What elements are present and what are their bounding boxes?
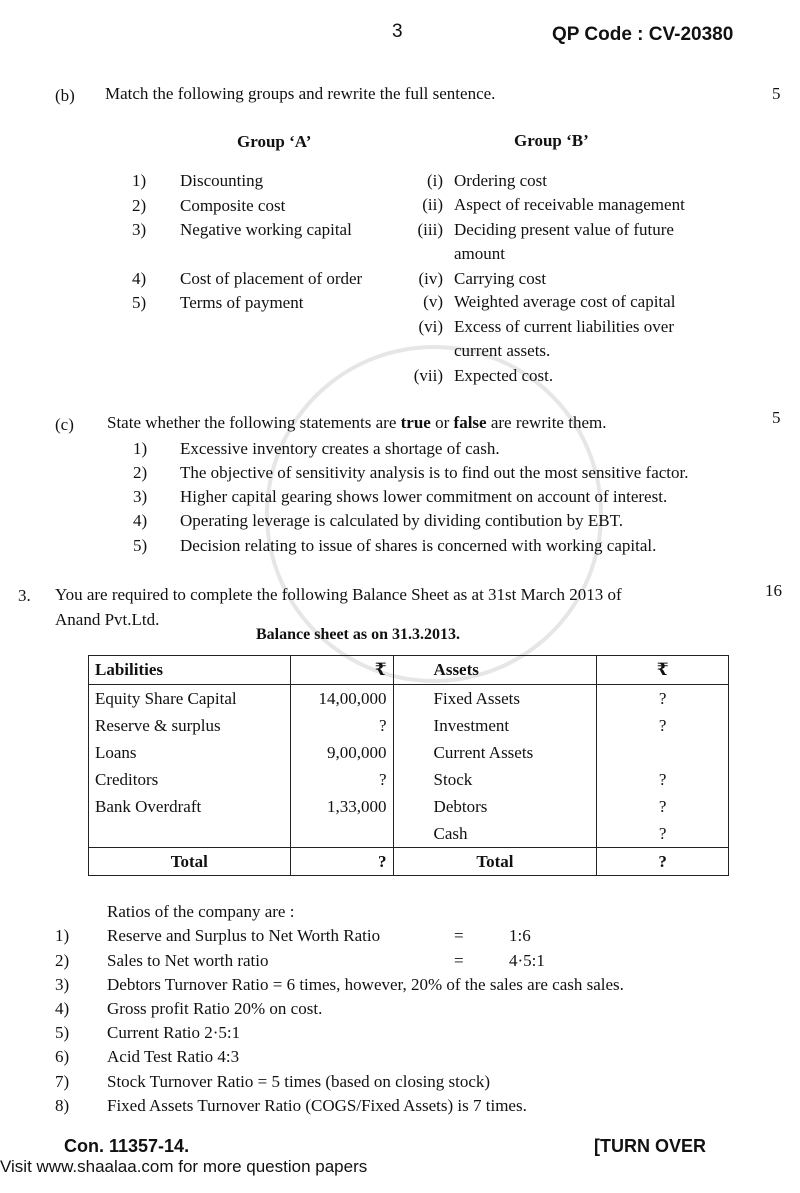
ratio-text: Stock Turnover Ratio = 5 times (based on closing stock)	[107, 1072, 491, 1091]
ratio-num: 8)	[55, 1096, 70, 1115]
group-b-heading: Group ‘B’	[514, 131, 589, 150]
balance-sheet-title: Balance sheet as on 31.3.2013.	[256, 626, 460, 643]
liability-amount: 1,33,000	[290, 793, 393, 820]
liability-amount: ?	[290, 712, 393, 739]
statement: Decision relating to issue of shares is concerned with working capital.	[180, 536, 657, 555]
group-b-item-cont: current assets.	[454, 341, 551, 360]
liability-amount: 9,00,000	[290, 739, 393, 766]
liability-name	[89, 820, 291, 848]
table-row	[89, 739, 729, 766]
header-liabilities: Labilities	[89, 656, 291, 685]
header-rupee: ₹	[290, 656, 393, 685]
group-b-num: (v)	[423, 292, 443, 311]
question-3-label: 3.	[18, 586, 31, 605]
turn-over: [TURN OVER	[594, 1136, 706, 1156]
asset-amount: ?	[597, 820, 729, 848]
part-c-instruction	[107, 413, 606, 433]
or-word: or	[430, 413, 454, 432]
statement: Higher capital gearing shows lower commitment on account of interest.	[180, 487, 668, 506]
visit-link[interactable]: Visit www.shaalaa.com for more question papers	[0, 1157, 368, 1176]
table-row	[89, 685, 729, 713]
group-b-item: Ordering cost	[454, 171, 548, 190]
table-row	[89, 820, 729, 848]
statement-num: 2)	[133, 463, 148, 482]
asset-amount: ?	[597, 793, 729, 820]
group-b-item: Aspect of receivable management	[454, 195, 685, 214]
question-3-marks: 16	[765, 581, 782, 600]
ratio-value: 4·5:1	[509, 951, 545, 970]
group-b-num: (vi)	[418, 317, 443, 336]
ratio-equals: =	[454, 926, 464, 945]
liability-name: Bank Overdraft	[89, 793, 291, 820]
ratio-text: Debtors Turnover Ratio = 6 times, however, 20% of the sales are cash sales.	[107, 975, 624, 994]
statement: Excessive inventory creates a shortage of cash.	[180, 439, 500, 458]
group-a-item: Negative working capital	[180, 220, 352, 239]
liability-amount	[290, 820, 393, 848]
group-a-item: Terms of payment	[180, 293, 304, 312]
asset-amount: ?	[597, 712, 729, 739]
ratio-text: Acid Test Ratio 4:3	[107, 1047, 240, 1066]
part-c-label: (c)	[55, 415, 74, 434]
total-liabilities: ?	[290, 848, 393, 876]
ratio-num: 1)	[55, 926, 70, 945]
table-total-row	[89, 848, 729, 876]
ratio-text: Reserve and Surplus to Net Worth Ratio	[107, 926, 381, 945]
group-b-num: (i)	[426, 171, 443, 190]
group-b-num: (vii)	[413, 366, 443, 385]
header-assets: Assets	[393, 656, 597, 685]
group-b-num: (iv)	[418, 269, 443, 288]
statement-num: 3)	[133, 487, 148, 506]
true-word: true	[400, 413, 431, 432]
group-b-item: Carrying cost	[454, 269, 547, 288]
statement: Operating leverage is calculated by dividing contibution by EBT.	[180, 511, 623, 530]
group-a-heading: Group ‘A’	[237, 132, 312, 151]
ratio-num: 2)	[55, 951, 70, 970]
asset-name: Current Assets	[393, 739, 597, 766]
ratio-text: Gross profit Ratio 20% on cost.	[107, 999, 323, 1018]
group-a-num: 2)	[132, 196, 147, 215]
table-row	[89, 793, 729, 820]
liability-name: Loans	[89, 739, 291, 766]
group-b-item: Excess of current liabilities over	[454, 317, 674, 336]
total-label: Total	[393, 848, 597, 876]
ratio-value: 1:6	[509, 926, 531, 945]
liability-amount: 14,00,000	[290, 685, 393, 713]
group-b-num: (ii)	[422, 195, 443, 214]
liability-amount: ?	[290, 766, 393, 793]
statement-num: 1)	[133, 439, 148, 458]
group-b-item: Deciding present value of future	[454, 220, 674, 239]
group-a-item: Cost of placement of order	[180, 269, 363, 288]
false-word: false	[453, 413, 487, 432]
instruction-text: are rewrite them.	[486, 413, 607, 432]
qp-code: QP Code : CV-20380	[552, 24, 734, 45]
group-a-item: Composite cost	[180, 196, 286, 215]
group-b-item: Expected cost.	[454, 366, 554, 385]
liability-name: Reserve & surplus	[89, 712, 291, 739]
group-a-item: Discounting	[180, 171, 264, 190]
statement-num: 4)	[133, 511, 148, 530]
ratio-equals: =	[454, 951, 464, 970]
ratio-num: 5)	[55, 1023, 70, 1042]
asset-amount	[597, 739, 729, 766]
group-b-item: Weighted average cost of capital	[454, 292, 676, 311]
ratio-text: Sales to Net worth ratio	[107, 951, 269, 970]
ratio-text: Current Ratio 2·5:1	[107, 1023, 241, 1042]
liability-name: Equity Share Capital	[89, 685, 291, 713]
header-rupee: ₹	[597, 656, 729, 685]
ratio-num: 4)	[55, 999, 70, 1018]
page-number: 3	[392, 21, 403, 42]
ratio-num: 3)	[55, 975, 70, 994]
asset-amount: ?	[597, 685, 729, 713]
statement-num: 5)	[133, 536, 148, 555]
total-label: Total	[89, 848, 291, 876]
group-a-num: 4)	[132, 269, 147, 288]
asset-name: Investment	[393, 712, 597, 739]
asset-name: Debtors	[393, 793, 597, 820]
part-c-marks: 5	[772, 408, 781, 427]
group-a-num: 3)	[132, 220, 147, 239]
part-b-marks: 5	[772, 84, 781, 103]
ratio-num: 6)	[55, 1047, 70, 1066]
table-row	[89, 766, 729, 793]
liability-name: Creditors	[89, 766, 291, 793]
question-3-text: You are required to complete the following Balance Sheet as at 31st March 2013 of	[55, 585, 622, 604]
statement: The objective of sensitivity analysis is to find out the most sensitive factor.	[180, 463, 689, 482]
part-b-label: (b)	[55, 86, 75, 105]
ratio-text: Fixed Assets Turnover Ratio (COGS/Fixed Assets) is 7 times.	[107, 1096, 527, 1115]
ratio-num: 7)	[55, 1072, 70, 1091]
ratios-intro: Ratios of the company are :	[107, 902, 295, 921]
part-b-instruction: Match the following groups and rewrite the full sentence.	[105, 84, 496, 103]
group-a-num: 1)	[132, 171, 147, 190]
question-3-text-cont: Anand Pvt.Ltd.	[55, 610, 160, 629]
asset-amount: ?	[597, 766, 729, 793]
con-code: Con. 11357-14.	[64, 1136, 190, 1156]
balance-sheet-table	[88, 655, 729, 876]
table-header-row	[89, 656, 729, 685]
total-assets: ?	[597, 848, 729, 876]
instruction-text: State whether the following statements are	[107, 413, 401, 432]
group-a-num: 5)	[132, 293, 147, 312]
asset-name: Cash	[393, 820, 597, 848]
asset-name: Fixed Assets	[393, 685, 597, 713]
asset-name: Stock	[393, 766, 597, 793]
table-row	[89, 712, 729, 739]
group-b-item-cont: amount	[454, 244, 505, 263]
group-b-num: (iii)	[417, 220, 443, 239]
